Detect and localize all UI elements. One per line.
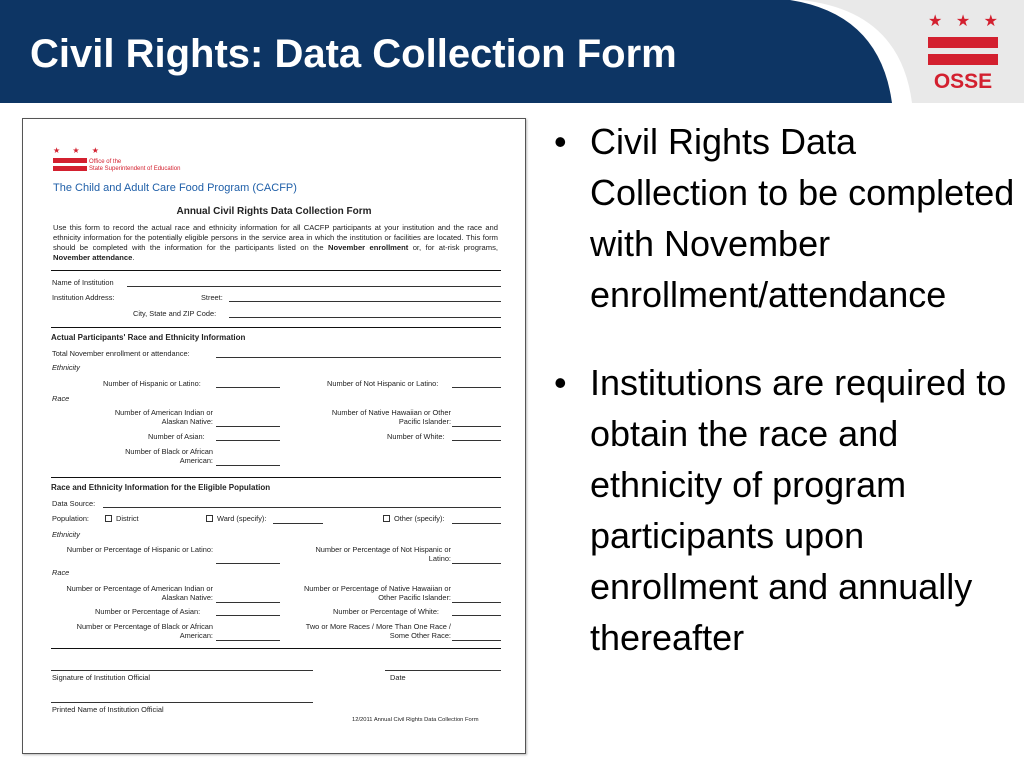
- actual-asian-field[interactable]: [216, 440, 280, 441]
- bullet-list: [550, 116, 1020, 663]
- signature-field[interactable]: [51, 670, 313, 671]
- street-label: Street:: [201, 293, 223, 302]
- other-field[interactable]: [452, 523, 501, 524]
- form-agency-name: Office of the State Superintendent of Education: [89, 159, 181, 172]
- eligible-white-label: Number or Percentage of White:: [333, 607, 439, 616]
- total-field[interactable]: [216, 357, 501, 358]
- city-label: City, State and ZIP Code:: [133, 309, 217, 318]
- title-banner: [0, 0, 1024, 103]
- checkbox-icon: [105, 515, 112, 522]
- eligible-amind-label: Number or Percentage of American Indian or Alaskan Native:: [66, 584, 213, 602]
- logo-stars-icon: ★ ★ ★: [928, 13, 998, 30]
- divider: [51, 648, 501, 649]
- actual-hispanic-field[interactable]: [216, 387, 280, 388]
- logo-stripe: [928, 37, 998, 48]
- ethnicity-heading: Ethnicity: [52, 530, 80, 539]
- form-program-name: The Child and Adult Care Food Program (CACFP): [53, 182, 297, 194]
- form-logo-stars-icon: ★ ★ ★: [53, 146, 104, 155]
- bullet-item: • Civil Rights Data Collection to be completed with November enrollment/attendance: [550, 116, 1020, 320]
- signature-label: Signature of Institution Official: [52, 673, 151, 682]
- actual-amind-field[interactable]: [216, 426, 280, 427]
- osse-logo: [928, 14, 998, 92]
- logo-wordmark: OSSE: [933, 70, 993, 93]
- race-heading: Race: [52, 394, 70, 403]
- eligible-hawaiian-label: Number or Percentage of Native Hawaiian or Other Pacific Islander:: [303, 584, 451, 602]
- printed-name-field[interactable]: [51, 702, 313, 703]
- eligible-two-races-label: Two or More Races / More Than One Race / Some Other Race:: [305, 622, 451, 640]
- form-document-image: [22, 118, 526, 754]
- eligible-hispanic-label: Number or Percentage of Hispanic or Latino:: [66, 545, 213, 554]
- date-field[interactable]: [385, 670, 501, 671]
- eligible-not-hispanic-field[interactable]: [452, 563, 501, 564]
- data-source-label: Data Source:: [52, 499, 96, 508]
- eligible-asian-field[interactable]: [216, 615, 280, 616]
- actual-asian-label: Number of Asian:: [148, 432, 205, 441]
- city-field[interactable]: [229, 317, 501, 318]
- actual-amind-label: Number of American Indian or Alaskan Native:: [114, 408, 213, 426]
- actual-black-label: Number of Black or African American:: [125, 447, 213, 465]
- actual-hawaiian-label: Number of Native Hawaiian or Other Pacific Islander:: [331, 408, 451, 426]
- population-label: Population:: [52, 514, 89, 523]
- actual-not-hispanic-field[interactable]: [452, 387, 501, 388]
- ward-checkbox[interactable]: Ward (specify):: [206, 514, 266, 523]
- slide-title: Civil Rights: Data Collection Form: [30, 32, 677, 76]
- eligible-asian-label: Number or Percentage of Asian:: [95, 607, 201, 616]
- eligible-white-field[interactable]: [452, 615, 501, 616]
- district-checkbox[interactable]: District: [105, 514, 139, 523]
- address-label: Institution Address:: [52, 293, 115, 302]
- street-field[interactable]: [229, 301, 501, 302]
- total-label: Total November enrollment or attendance:: [52, 349, 190, 358]
- actual-white-field[interactable]: [452, 440, 501, 441]
- actual-black-field[interactable]: [216, 465, 280, 466]
- other-checkbox[interactable]: Other (specify):: [383, 514, 445, 523]
- eligible-not-hispanic-label: Number or Percentage of Not Hispanic or Latino:: [315, 545, 451, 563]
- eligible-two-races-field[interactable]: [452, 640, 501, 641]
- ethnicity-heading: Ethnicity: [52, 363, 80, 372]
- name-field[interactable]: [127, 286, 501, 287]
- eligible-hispanic-field[interactable]: [216, 563, 280, 564]
- checkbox-icon: [206, 515, 213, 522]
- eligible-section-heading: Race and Ethnicity Information for the Eligible Population: [51, 483, 271, 492]
- bullet-item: • Institutions are required to obtain the race and ethnicity of program participants upon enrollment and annually thereafter: [550, 357, 1020, 663]
- printed-name-label: Printed Name of Institution Official: [52, 705, 164, 714]
- divider: [51, 477, 501, 478]
- name-label: Name of Institution: [52, 278, 114, 287]
- form-intro: Use this form to record the actual race and ethnicity information for all CACFP participants at your institution and the race and ethnicity information for the potentially eligible persons in the service area in which the institution or facilities are located. This form should be completed with the information for the participants listed on the November enrollment or, for at-risk programs, November attendance.: [53, 223, 498, 262]
- checkbox-icon: [383, 515, 390, 522]
- actual-not-hispanic-label: Number of Not Hispanic or Latino:: [327, 379, 439, 388]
- form-footer: 12/2011 Annual Civil Rights Data Collection Form: [352, 717, 479, 723]
- eligible-amind-field[interactable]: [216, 602, 280, 603]
- race-heading: Race: [52, 568, 70, 577]
- ward-field[interactable]: [273, 523, 323, 524]
- eligible-black-label: Number or Percentage of Black or African American:: [76, 622, 213, 640]
- actual-hawaiian-field[interactable]: [452, 426, 501, 427]
- divider: [51, 270, 501, 271]
- eligible-hawaiian-field[interactable]: [452, 602, 501, 603]
- actual-section-heading: Actual Participants' Race and Ethnicity Information: [51, 333, 246, 342]
- divider: [51, 327, 501, 328]
- actual-hispanic-label: Number of Hispanic or Latino:: [103, 379, 201, 388]
- date-label: Date: [390, 673, 406, 682]
- actual-white-label: Number of White:: [387, 432, 445, 441]
- logo-stripe: [928, 54, 998, 65]
- eligible-black-field[interactable]: [216, 640, 280, 641]
- data-source-field[interactable]: [103, 507, 501, 508]
- form-title: Annual Civil Rights Data Collection Form: [176, 206, 372, 217]
